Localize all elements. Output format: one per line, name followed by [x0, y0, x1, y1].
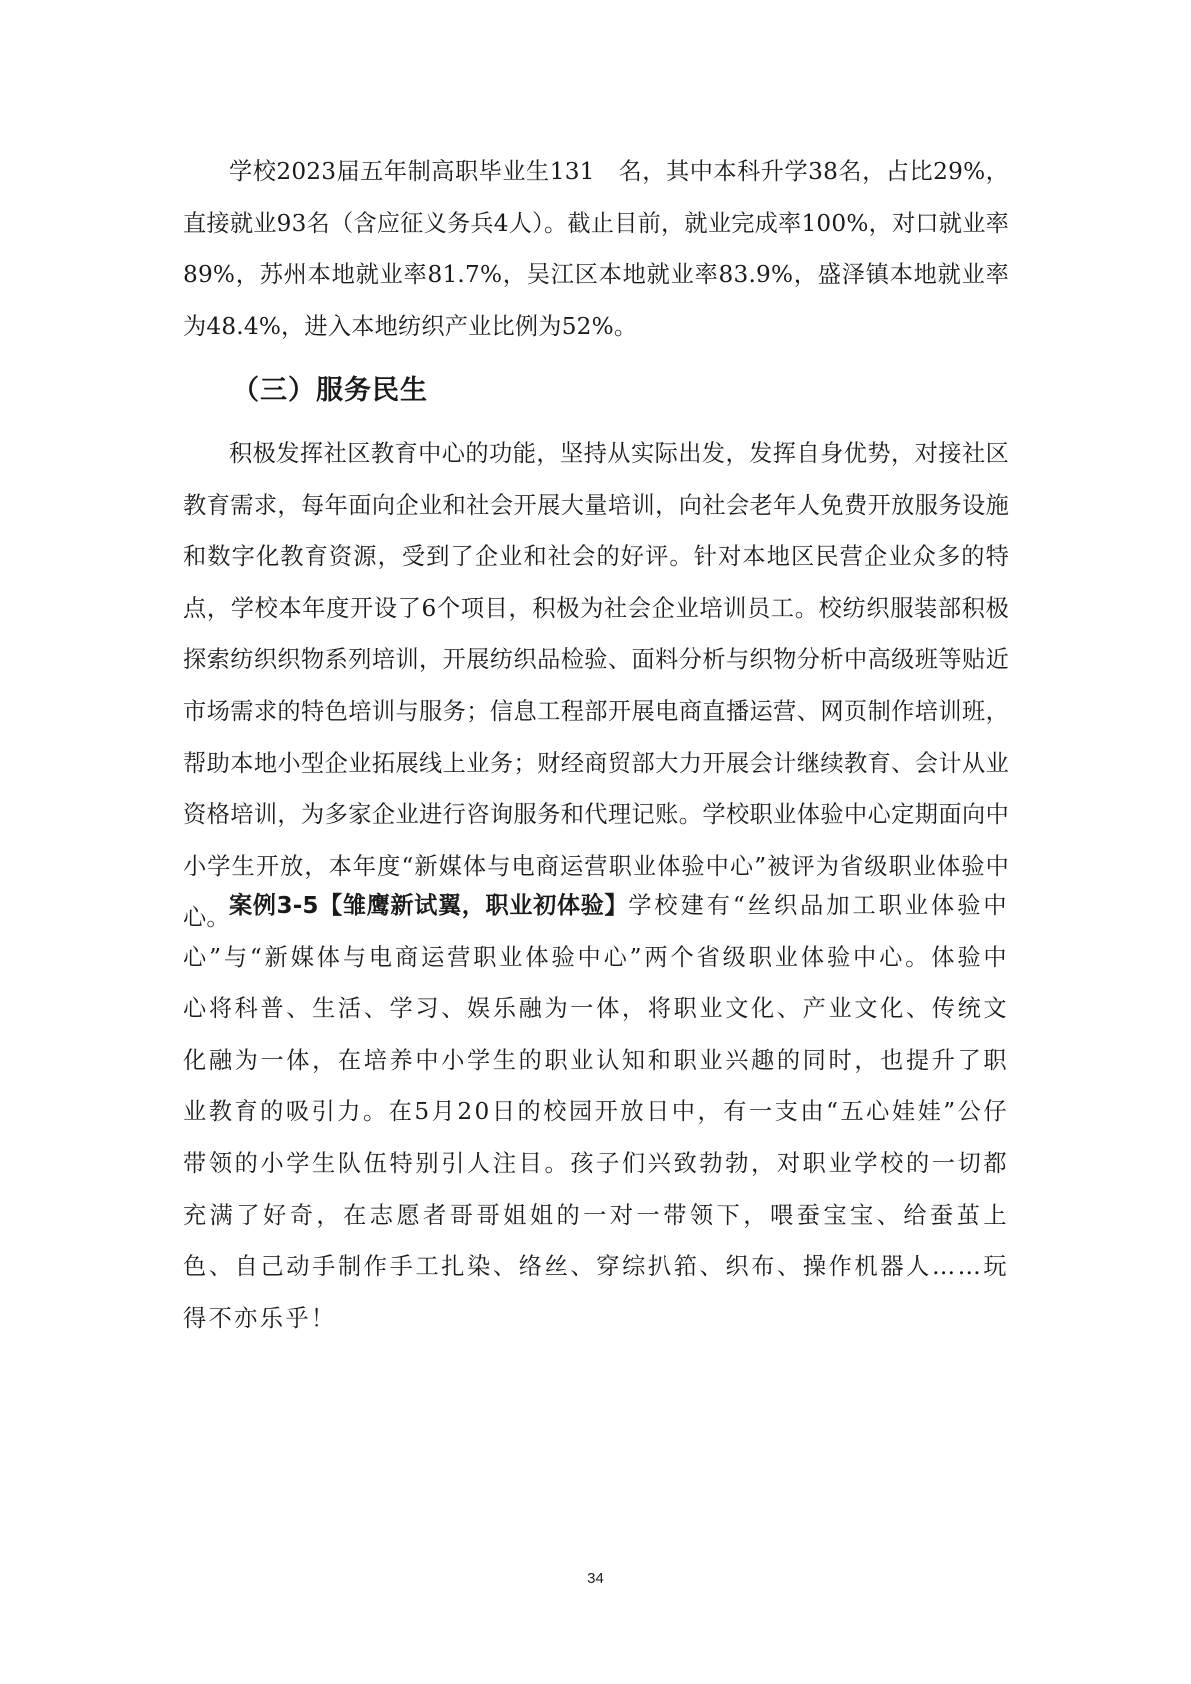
section-heading: （三）服务民生	[232, 375, 428, 406]
employment-paragraph: 学校2023届五年制高职毕业生131 名，其中本科升学38名，占比29%，直接就业93名（含应征义务兵4人）。截止目前，就业完成率100%，对口就业率89%，苏州本地就业率81.7%，吴江区本地就业率83.9%，盛泽镇本地就业率为48.4%，进入本地纺织产业比例为52%。	[183, 158, 1009, 340]
case-title: 案例3-5【雏鹰新试翼，职业初体验】	[229, 892, 629, 919]
page-number: 34	[587, 1570, 604, 1587]
case-paragraph	[183, 880, 1009, 1344]
service-paragraph: 积极发挥社区教育中心的功能，坚持从实际出发，发挥自身优势，对接社区教育需求，每年面向企业和社会开展大量培训，向社会老年人免费开放服务设施和数字化教育资源，受到了企业和社会的好评。针对本地区民营企业众多的特点，学校本年度开设了6个项目，积极为社会企业培训员工。校纺织服装部积极探索纺织织物系列培训，开展纺织品检验、面料分析与织物分析中高级班等贴近市场需求的特色培训与服务；信息工程部开展电商直播运营、网页制作培训班，帮助本地小型企业拓展线上业务；财经商贸部大力开展会计继续教育、会计从业资格培训，为多家企业进行咨询服务和代理记账。学校职业体验中心定期面向中小学生开放，本年度“新媒体与电商运营职业体验中心”被评为省级职业体验中心。	[183, 440, 1009, 932]
case-body: 学校建有“丝织品加工职业体验中心”与“新媒体与电商运营职业体验中心”两个省级职业体验中心。体验中心将科普、生活、学习、娱乐融为一体，将职业文化、产业文化、传统文化融为一体，在培养中小学生的职业认知和职业兴趣的同时，也提升了职业教育的吸引力。在5月20日的校园开放日中，有一支由“五心娃娃”公仔带领的小学生队伍特别引人注目。孩子们兴致勃勃，对职业学校的一切都充满了好奇，在志愿者哥哥姐姐的一对一带领下，喂蚕宝宝、给蚕茧上色、自己动手制作手工扎染、络丝、穿综扒筘、织布、操作机器人……玩得不亦乐乎！	[183, 892, 1009, 1332]
